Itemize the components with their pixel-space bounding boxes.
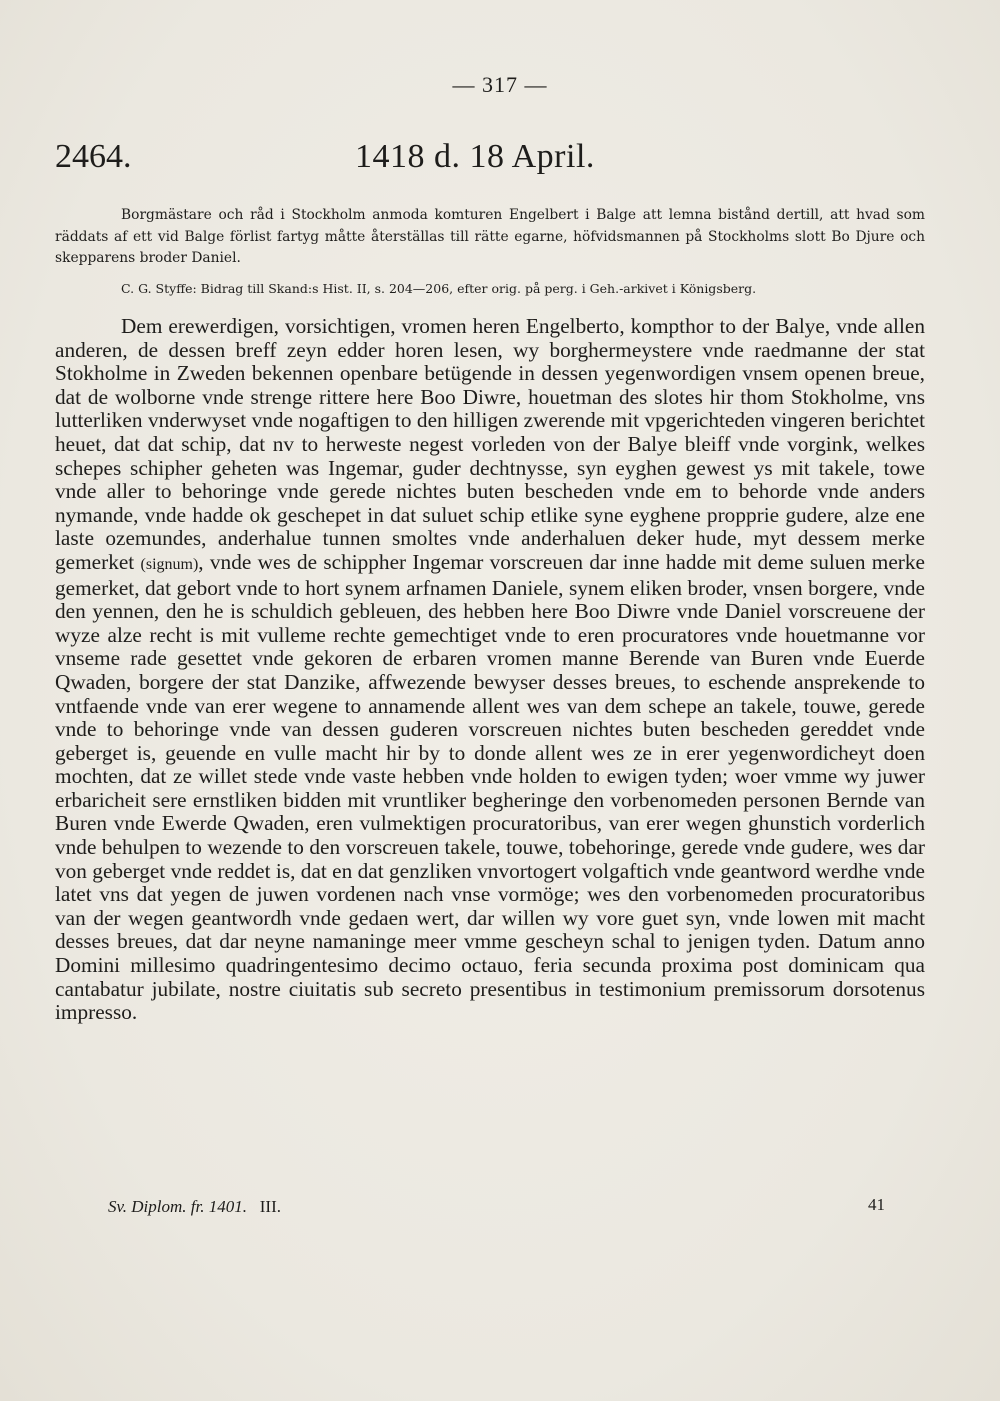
document-body: [55, 315, 925, 1025]
body-text-part-2: , vnde wes de schippher Ingemar vorscreuen dar inne hadde mit deme suluen merke gemerket, dat gebort vnde to hort synem arfnamen Daniele, synem eliken broder, vnsen borgere, vnde den yennen, den he is schuldich gebleuen, des hebben here Boo Diwre vnde Daniel vorscreuene der wyze alze recht is mit vulleme rechte gemechtiget vnde to eren procuratores vnde houetmanne vor vnseme rade gesettet vnde gekoren de erbaren vromen manne Berende van Buren vnde Euerde Qwaden, borgere der stat Danzike, affwezende bewyser desses breues, to eschende ansprekende to vntfaende vnde van erer wegene to annamende allent wes van dem schepe an takele, touwe, gerede vnde to behoringe vnde van dessen guderen vorscreuen nichtes buten bescheden gereddet vnde geberget is, geuende en vulle macht hir by to donde allent wes ze in erer yegenwordicheyt doen mochten, dat ze willet stede vnde vaste hebben vnde holden to ewigen tyden; woer vmme wy juwer erbaricheit sere ernstliken bidden mit vruntliker begheringe den vorbenomeden personen Bernde van Buren vnde Ewerde Qwaden, eren vulmektigen procuratoribus, van erer wegen ghunstich vorderlich vnde behulpen to wezende to den vorscreuen takele, touwe, tobehoringe, gerede vnde gudere, wes dar von geberget vnde reddet is, dat en dat genzliken vnvortogert volgaftich vnde geantword werdhe vnde latet vns dat yegen de juwen vordenen nach vnse vormöge; wes den vorbenomeden procuratoribus van der wegen geantwordh vnde gedaen wert, dar willen wy vore guet syn, vnde lowen mit macht desses breues, dat dar neyne namaninge meer vmme gescheyn schal to jenigen tyden. Datum anno Domini millesimo quadringentesimo decimo octauo, feria secunda proxima post dominicam qua cantabatur jubilate, nostre ciuitatis sub secreto presentibus in testimonium premissorum dorsotenus impresso.: [55, 549, 926, 1025]
source-citation: C. G. Styffe: Bidrag till Skand:s Hist. II, s. 204—206, efter orig. på perg. i Geh.-arkivet i Königsberg.: [121, 281, 757, 296]
footer-volume: III.: [259, 1197, 281, 1216]
footer-series: [108, 1197, 281, 1217]
signum-mark: (signum): [140, 555, 199, 573]
entry-number: 2464.: [55, 138, 132, 175]
page-number: — 317 —: [452, 72, 548, 97]
footer-series-title: Sv. Diplom. fr. 1401.: [108, 1197, 247, 1216]
signature-mark: 41: [868, 1195, 885, 1214]
entry-date: 1418 d. 18 April.: [355, 138, 595, 175]
body-text-part-1: Dem erewerdigen, vorsichtigen, vromen heren Engelberto, kompthor to der Balye, vnde allen anderen, de dessen breff zeyn edder horen lesen, wy borghermeystere vnde raedmanne der stat Stokholme in Zweden bekennen openbare betügende in dessen yegenwordigen vnsem openen breue, dat de wolborne vnde strenge rittere here Boo Diwre, houetman des slotes hir thom Stokholme, vns lutterliken vnderwyset vnde nogaftigen to den hilligen zwerende mit vpgerichteden vingeren berichtet heuet, dat dat schip, dat nv to herweste negest vorleden von der Balye bleiff vnde vorgink, welkes schepes schipher geheten was Ingemar, guder dechtnysse, syn eyghen gewest ys mit takele, towe vnde aller to behoringe vnde gerede nichtes buten bescheden vnde em to behorde vnde anders nymande, vnde hadde ok geschepet in dat suluet schip etlike syne eyghene propprie gudere, alze ene laste ozemundes, anderhalue tunnen smoltes vnde anderhaluen deker hude, myt dessem merke gemerket: [55, 314, 925, 574]
entry-summary: Borgmästare och råd i Stockholm anmoda komturen Engelbert i Balge att lemna bistånd dertill, att hvad som räddats af ett vid Balge förlist fartyg måtte återställas till rätte egarne, höfvidsmannen på Stockholms slott Bo Djure och skepparens broder Daniel.: [55, 207, 925, 266]
